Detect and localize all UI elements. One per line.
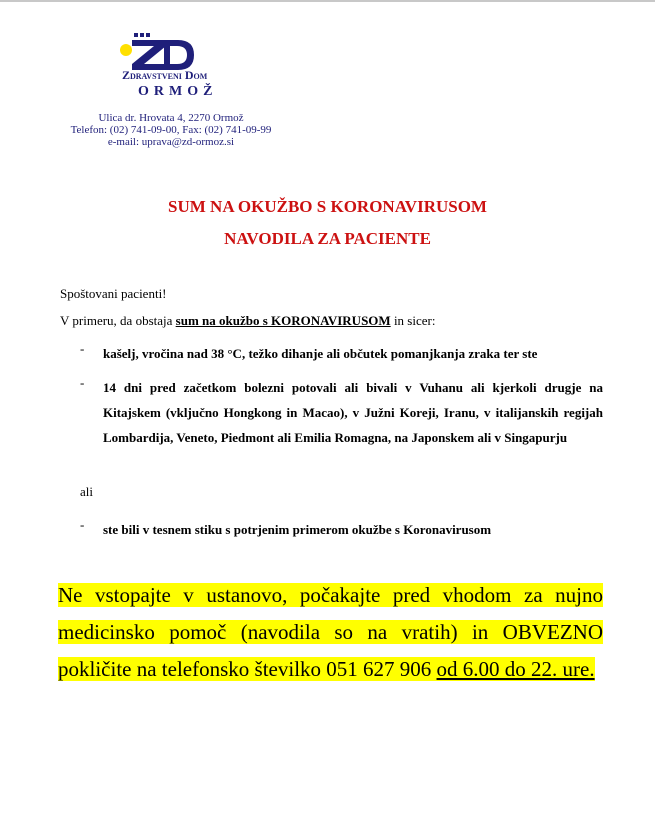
bullet-text: kašelj, vročina nad 38 °C, težko dihanje ali občutek pomanjkanja zraka ter ste xyxy=(103,346,538,361)
bullet-text: 14 dni pred začetkom bolezni potovali ali bivali v Vuhanu ali kjerkoli drugje na Kitajskem (vključno Hongkong in Macao), v Južni Koreji, Iranu, v italijanskih regijah Lombardija, Veneto, Piedmont ali Emilia Romagna, na Japonskem ali v Singapurju xyxy=(103,380,603,445)
warning-hours: od 6.00 do 22. ure. xyxy=(436,657,595,681)
bullet-dash: - xyxy=(80,341,85,356)
logo xyxy=(118,28,228,112)
warning-paragraph xyxy=(58,577,603,688)
bullet-dash: - xyxy=(80,375,85,390)
intro-underlined: sum na okužbo s KORONAVIRUSOM xyxy=(175,313,391,328)
greeting: Spoštovani pacienti! xyxy=(60,286,167,301)
logo-city: ORMOŽ xyxy=(138,84,218,99)
zd-logo-icon xyxy=(118,28,228,72)
bullet-dash: - xyxy=(80,517,85,532)
intro-after: in sicer: xyxy=(390,313,436,328)
warning-main: Ne vstopajte v ustanovo, počakajte pred vhodom za nujno medicinsko pomoč (navodila so na vratih) in OBVEZNO pokličite na telefonsko številko 051 627 906 xyxy=(58,583,603,681)
email: e-mail: uprava@zd-ormoz.si xyxy=(107,136,235,148)
logo-name: Zdravstveni Dom xyxy=(122,68,208,82)
title-line-2: NAVODILA ZA PACIENTE xyxy=(224,229,431,248)
title-line-1: SUM NA OKUŽBO S KORONAVIRUSOM xyxy=(168,197,487,216)
intro-before: V primeru, da obstaja xyxy=(60,313,176,328)
contact-block xyxy=(56,112,286,148)
ali-separator: ali xyxy=(80,484,93,499)
intro-paragraph xyxy=(60,313,435,329)
bullet-text: ste bili v tesnem stiku s potrjenim primerom okužbe s Koronavirusom xyxy=(103,522,492,537)
phone-fax: Telefon: (02) 741-09-00, Fax: (02) 741-09-99 xyxy=(70,124,272,136)
top-border xyxy=(0,0,655,2)
address: Ulica dr. Hrovata 4, 2270 Ormož xyxy=(98,112,244,124)
